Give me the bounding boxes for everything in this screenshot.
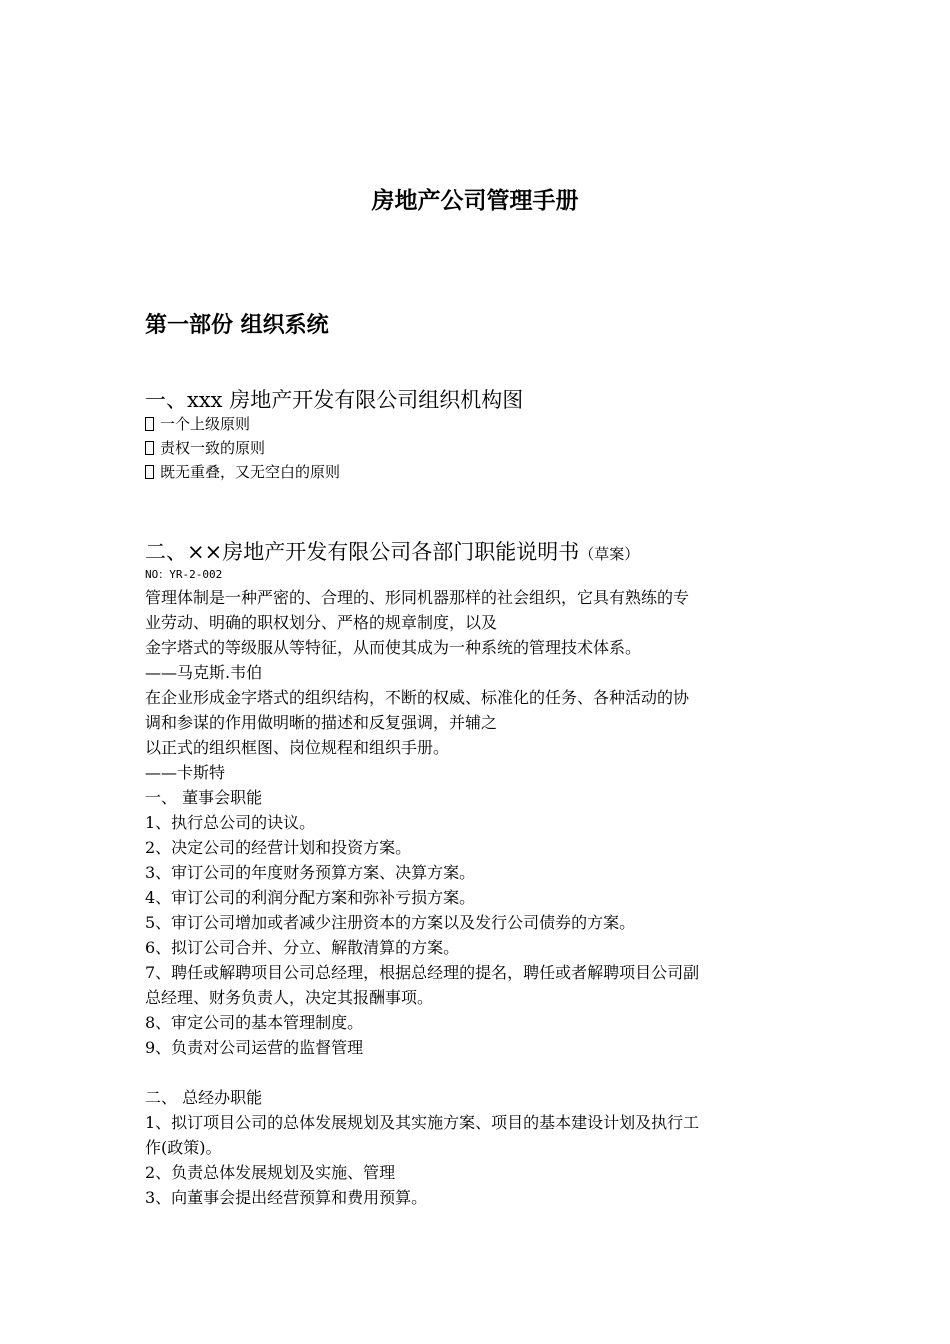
quote2-line: 调和参谋的作用做明晰的描述和反复强调，并辅之 bbox=[145, 713, 498, 732]
board-item: 3、审订公司的年度财务预算方案、决算方案。 bbox=[145, 863, 476, 882]
board-item: 4、审订公司的利润分配方案和弥补亏损方案。 bbox=[145, 888, 476, 907]
checkbox-icon bbox=[145, 441, 154, 455]
section1-bullet-list bbox=[145, 412, 340, 484]
document-title: 房地产公司管理手册 bbox=[371, 188, 579, 214]
bullet-item: 责权一致的原则 bbox=[145, 436, 340, 460]
board-item: 总经理、财务负责人，决定其报酬事项。 bbox=[145, 988, 434, 1007]
spacer bbox=[145, 1060, 699, 1085]
board-item: 7、聘任或解聘项目公司总经理，根据总经理的提名，聘任或者解聘项目公司副 bbox=[145, 963, 700, 982]
part-heading: 第一部份 组织系统 bbox=[145, 313, 329, 338]
board-item: 2、决定公司的经营计划和投资方案。 bbox=[145, 838, 412, 857]
quote2-line: 在企业形成金字塔式的组织结构，不断的权威、标准化的任务、各种活动的协 bbox=[145, 688, 690, 707]
section1-heading: 一、xxx 房地产开发有限公司组织机构图 bbox=[145, 388, 524, 412]
section2-body bbox=[145, 585, 699, 1210]
section2-heading bbox=[145, 536, 639, 566]
board-item: 8、审定公司的基本管理制度。 bbox=[145, 1013, 364, 1032]
board-item: 6、拟订公司合并、分立、解散清算的方案。 bbox=[145, 938, 460, 957]
section2-heading-suffix: （草案） bbox=[579, 545, 640, 563]
board-heading: 一、 董事会职能 bbox=[145, 788, 263, 807]
section2-heading-text: 二、××房地产开发有限公司各部门职能说明书 bbox=[145, 540, 580, 564]
office-item: 3、向董事会提出经营预算和费用预算。 bbox=[145, 1188, 428, 1207]
quote2-line: 以正式的组织框图、岗位规程和组织手册。 bbox=[145, 738, 450, 757]
quote1-author: ——马克斯.韦伯 bbox=[145, 663, 263, 682]
bullet-item: 一个上级原则 bbox=[145, 412, 340, 436]
board-item: 1、执行总公司的诀议。 bbox=[145, 813, 316, 832]
office-item: 作(政策)。 bbox=[145, 1138, 222, 1157]
document-code: NO：YR-2-002 bbox=[145, 568, 223, 581]
office-heading: 二、 总经办职能 bbox=[145, 1088, 263, 1107]
quote1-line: 业劳动、明确的职权划分、严格的规章制度，以及 bbox=[145, 613, 498, 632]
quote2-author: ——卡斯特 bbox=[145, 763, 226, 782]
office-item: 1、拟订项目公司的总体发展规划及其实施方案、项目的基本建设计划及执行工 bbox=[145, 1113, 700, 1132]
quote1-line: 金字塔式的等级服从等特征，从而使其成为一种系统的管理技术体系。 bbox=[145, 638, 642, 657]
board-item: 5、审订公司增加或者减少注册资本的方案以及发行公司债券的方案。 bbox=[145, 913, 636, 932]
checkbox-icon bbox=[145, 465, 154, 479]
quote1-line: 管理体制是一种严密的、合理的、形同机器那样的社会组织，它具有熟练的专 bbox=[145, 588, 690, 607]
checkbox-icon bbox=[145, 417, 154, 431]
board-item: 9、负责对公司运营的监督管理 bbox=[145, 1038, 364, 1057]
office-item: 2、负责总体发展规划及实施、管理 bbox=[145, 1163, 396, 1182]
bullet-item: 既无重叠，又无空白的原则 bbox=[145, 460, 340, 484]
